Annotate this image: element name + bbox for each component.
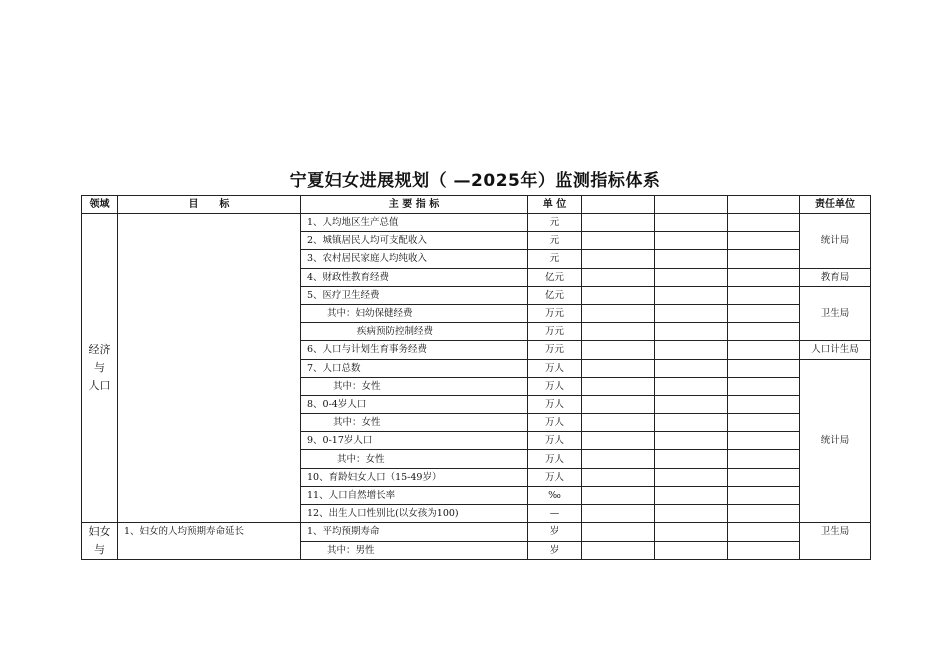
data-cell xyxy=(582,432,655,450)
unit-cell: 万人 xyxy=(528,468,582,486)
data-cell xyxy=(728,541,800,560)
data-cell xyxy=(582,268,655,286)
data-cell xyxy=(582,450,655,468)
data-cell xyxy=(582,377,655,395)
data-cell xyxy=(655,395,728,413)
data-cell xyxy=(655,232,728,250)
data-cell xyxy=(728,341,800,359)
domain-economy-population xyxy=(82,214,118,523)
data-cell xyxy=(582,468,655,486)
data-cell xyxy=(582,323,655,341)
indicator-cell: 12、出生人口性别比(以女孩为100) xyxy=(301,505,528,523)
indicator-cell: 1、平均预期寿命 xyxy=(301,523,528,542)
data-cell xyxy=(655,505,728,523)
data-cell xyxy=(655,214,728,232)
data-cell xyxy=(728,250,800,268)
indicator-cell: 10、育龄妇女人口（15-49岁） xyxy=(301,468,528,486)
data-cell xyxy=(655,304,728,322)
data-cell xyxy=(655,468,728,486)
data-cell xyxy=(655,250,728,268)
table-row xyxy=(82,523,871,542)
data-cell xyxy=(582,505,655,523)
data-cell xyxy=(728,268,800,286)
header-goal: 目 标 xyxy=(118,196,301,214)
data-cell xyxy=(728,377,800,395)
data-cell xyxy=(655,486,728,504)
data-cell xyxy=(655,359,728,377)
data-cell xyxy=(582,286,655,304)
domain-line: 人口 xyxy=(88,379,111,393)
responsible-health-bureau: 卫生局 xyxy=(800,523,871,560)
indicator-cell: 疾病预防控制经费 xyxy=(301,323,528,341)
domain-line: 妇女 xyxy=(88,525,111,539)
data-cell xyxy=(582,395,655,413)
header-blank-2 xyxy=(655,196,728,214)
goal-cell-empty xyxy=(118,214,301,523)
indicator-cell: 2、城镇居民人均可支配收入 xyxy=(301,232,528,250)
data-cell xyxy=(582,341,655,359)
data-cell xyxy=(582,414,655,432)
unit-cell: 万人 xyxy=(528,359,582,377)
data-cell xyxy=(728,505,800,523)
indicator-table xyxy=(81,195,871,560)
data-cell xyxy=(728,523,800,542)
data-cell xyxy=(728,468,800,486)
responsible-stats-bureau: 统计局 xyxy=(800,359,871,523)
data-cell xyxy=(655,432,728,450)
indicator-cell: 1、人均地区生产总值 xyxy=(301,214,528,232)
document-title: 宁夏妇女进展规划（ —2025年）监测指标体系 xyxy=(289,171,661,191)
goal-cell: 1、妇女的人均预期寿命延长 xyxy=(118,523,301,560)
indicator-cell: 其中：男性 xyxy=(301,541,528,560)
data-cell xyxy=(655,414,728,432)
unit-cell: 亿元 xyxy=(528,286,582,304)
data-cell xyxy=(655,286,728,304)
indicator-cell: 9、0-17岁人口 xyxy=(301,432,528,450)
indicator-cell: 其中：女性 xyxy=(301,377,528,395)
data-cell xyxy=(655,377,728,395)
data-cell xyxy=(655,450,728,468)
unit-cell: 万元 xyxy=(528,304,582,322)
unit-cell: 万人 xyxy=(528,450,582,468)
header-responsible: 责任单位 xyxy=(800,196,871,214)
table-row xyxy=(82,214,871,232)
unit-cell: 亿元 xyxy=(528,268,582,286)
data-cell xyxy=(582,523,655,542)
header-indicator: 主 要 指 标 xyxy=(301,196,528,214)
data-cell xyxy=(728,286,800,304)
data-cell xyxy=(582,214,655,232)
data-cell xyxy=(728,323,800,341)
indicator-cell: 11、人口自然增长率 xyxy=(301,486,528,504)
responsible-health-bureau: 卫生局 xyxy=(800,286,871,341)
indicator-cell: 3、农村居民家庭人均纯收入 xyxy=(301,250,528,268)
indicator-cell: 6、人口与计划生育事务经费 xyxy=(301,341,528,359)
unit-cell: 万元 xyxy=(528,323,582,341)
indicator-cell: 其中：女性 xyxy=(301,450,528,468)
unit-cell: — xyxy=(528,505,582,523)
data-cell xyxy=(728,486,800,504)
domain-line: 与 xyxy=(94,361,105,375)
responsible-education-bureau: 教育局 xyxy=(800,268,871,286)
header-unit: 单 位 xyxy=(528,196,582,214)
unit-cell: 岁 xyxy=(528,523,582,542)
data-cell xyxy=(728,232,800,250)
data-cell xyxy=(728,359,800,377)
unit-cell: 万人 xyxy=(528,377,582,395)
data-cell xyxy=(582,359,655,377)
header-domain: 领域 xyxy=(82,196,118,214)
data-cell xyxy=(582,486,655,504)
data-cell xyxy=(728,414,800,432)
unit-cell: 万元 xyxy=(528,341,582,359)
indicator-cell: 7、人口总数 xyxy=(301,359,528,377)
responsible-stats-bureau: 统计局 xyxy=(800,214,871,269)
data-cell xyxy=(582,232,655,250)
data-cell xyxy=(582,250,655,268)
unit-cell: 万人 xyxy=(528,395,582,413)
data-cell xyxy=(655,323,728,341)
header-blank-3 xyxy=(728,196,800,214)
data-cell xyxy=(655,541,728,560)
data-cell xyxy=(728,450,800,468)
unit-cell: 元 xyxy=(528,250,582,268)
indicator-cell: 8、0-4岁人口 xyxy=(301,395,528,413)
unit-cell: 万人 xyxy=(528,432,582,450)
responsible-population-bureau: 人口计生局 xyxy=(800,341,871,359)
unit-cell: 万人 xyxy=(528,414,582,432)
header-blank-1 xyxy=(582,196,655,214)
unit-cell: 岁 xyxy=(528,541,582,560)
indicator-cell: 5、医疗卫生经费 xyxy=(301,286,528,304)
table-header-row xyxy=(82,196,871,214)
unit-cell: ‰ xyxy=(528,486,582,504)
data-cell xyxy=(728,304,800,322)
indicator-cell: 其中：妇幼保健经费 xyxy=(301,304,528,322)
data-cell xyxy=(728,432,800,450)
data-cell xyxy=(655,523,728,542)
data-cell xyxy=(655,268,728,286)
data-cell xyxy=(582,304,655,322)
data-cell xyxy=(655,341,728,359)
data-cell xyxy=(728,214,800,232)
indicator-cell: 4、财政性教育经费 xyxy=(301,268,528,286)
unit-cell: 元 xyxy=(528,232,582,250)
indicator-cell: 其中：女性 xyxy=(301,414,528,432)
domain-women xyxy=(82,523,118,560)
domain-line: 经济 xyxy=(88,343,111,357)
data-cell xyxy=(582,541,655,560)
unit-cell: 元 xyxy=(528,214,582,232)
data-cell xyxy=(728,395,800,413)
domain-line: 与 xyxy=(94,543,105,557)
